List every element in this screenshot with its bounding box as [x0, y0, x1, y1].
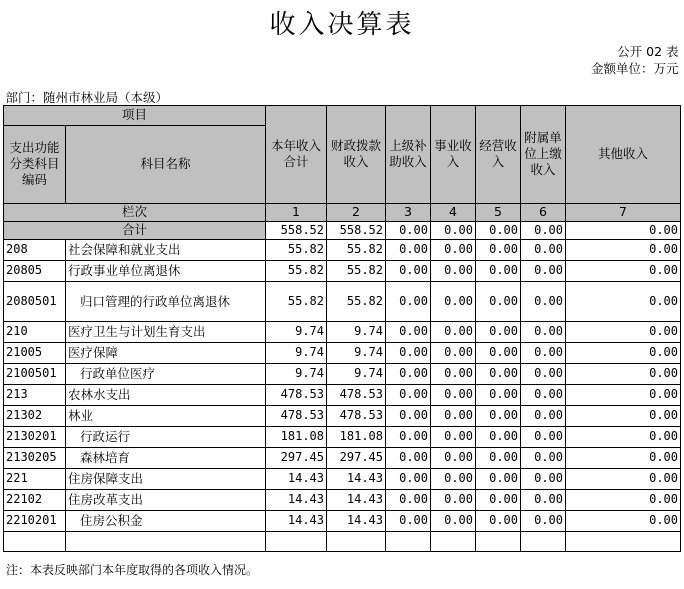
row-name: 住房改革支出: [66, 489, 266, 510]
row-c2: 14.43: [327, 510, 386, 531]
row-c6: 0.00: [521, 384, 566, 405]
row-code: 21005: [4, 342, 66, 363]
row-c6: 0.00: [521, 342, 566, 363]
row-c3: 0.00: [386, 510, 431, 531]
row-c5: 0.00: [476, 239, 521, 260]
row-name: 行政单位医疗: [66, 363, 266, 384]
row-c7: 0.00: [566, 447, 681, 468]
row-c1: 55.82: [266, 260, 327, 281]
row-c7: 0.00: [566, 405, 681, 426]
row-c2: 14.43: [327, 468, 386, 489]
row-c4: 0.00: [431, 363, 476, 384]
header-name: 科目名称: [66, 125, 266, 203]
row-c2: 297.45: [327, 447, 386, 468]
meta-row-2: [4, 61, 681, 105]
row-name: 社会保障和就业支出: [66, 239, 266, 260]
row-code: 213: [4, 384, 66, 405]
row-c7: 0.00: [566, 281, 681, 321]
income-table: [3, 41, 681, 552]
total-c2: 558.52: [327, 221, 386, 239]
row-c3: 0.00: [386, 447, 431, 468]
row-c3: 0.00: [386, 468, 431, 489]
row-c6: 0.00: [521, 281, 566, 321]
row-name: 林业: [66, 405, 266, 426]
total-c5: 0.00: [476, 221, 521, 239]
table-row: [4, 384, 681, 405]
total-c3: 0.00: [386, 221, 431, 239]
form-number: 公开 02 表: [617, 43, 679, 59]
row-c5: 0.00: [476, 426, 521, 447]
row-c6: 0.00: [521, 405, 566, 426]
row-c2: 478.53: [327, 384, 386, 405]
row-c5: 0.00: [476, 260, 521, 281]
row-c5: 0.00: [476, 321, 521, 342]
row-code: 2130201: [4, 426, 66, 447]
row-c6: 0.00: [521, 510, 566, 531]
row-name: 住房保障支出: [66, 468, 266, 489]
row-code: 2210201: [4, 510, 66, 531]
table-row: [4, 426, 681, 447]
total-row: [4, 221, 681, 239]
row-c5: 0.00: [476, 342, 521, 363]
row-name: 归口管理的行政单位离退休: [66, 281, 266, 321]
total-c1: 558.52: [266, 221, 327, 239]
row-c4: 0.00: [431, 281, 476, 321]
row-c3: 0.00: [386, 489, 431, 510]
header-c1: 本年收入合计: [266, 105, 327, 203]
row-code: 20805: [4, 260, 66, 281]
row-c6: 0.00: [521, 426, 566, 447]
row-c7: 0.00: [566, 239, 681, 260]
row-c2: 9.74: [327, 342, 386, 363]
table-row: [4, 510, 681, 531]
row-c7: 0.00: [566, 384, 681, 405]
table-row: [4, 489, 681, 510]
row-c7: 0.00: [566, 426, 681, 447]
row-c1: 478.53: [266, 384, 327, 405]
row-c3: 0.00: [386, 363, 431, 384]
row-c1: 9.74: [266, 363, 327, 384]
row-c3: 0.00: [386, 342, 431, 363]
row-c5: 0.00: [476, 489, 521, 510]
row-name: 行政事业单位离退休: [66, 260, 266, 281]
row-c5: 0.00: [476, 405, 521, 426]
row-code: 2080501: [4, 281, 66, 321]
header-c2: 财政拨款收入: [327, 105, 386, 203]
row-c2: 14.43: [327, 489, 386, 510]
total-c4: 0.00: [431, 221, 476, 239]
row-c2: 181.08: [327, 426, 386, 447]
row-c1: 181.08: [266, 426, 327, 447]
seq-row: [4, 203, 681, 221]
header-c3: 上级补助收入: [386, 105, 431, 203]
row-c5: 0.00: [476, 384, 521, 405]
row-c1: 478.53: [266, 405, 327, 426]
row-name: 行政运行: [66, 426, 266, 447]
header-row-1: [4, 105, 681, 125]
seq-3: 3: [386, 203, 431, 221]
footnote: 注：本表反映部门本年度取得的各项收入情况。: [6, 563, 259, 577]
row-c3: 0.00: [386, 405, 431, 426]
row-c1: 55.82: [266, 239, 327, 260]
unit-label: 金额单位：万元: [590, 61, 679, 76]
row-code: 2100501: [4, 363, 66, 384]
meta-row-1: [4, 41, 681, 61]
row-c3: 0.00: [386, 239, 431, 260]
report-title: 收入决算表: [269, 10, 415, 40]
row-code: 208: [4, 239, 66, 260]
row-c1: 14.43: [266, 489, 327, 510]
row-c1: 14.43: [266, 510, 327, 531]
row-c7: 0.00: [566, 321, 681, 342]
row-name: 森林培育: [66, 447, 266, 468]
row-c3: 0.00: [386, 281, 431, 321]
row-c1: 9.74: [266, 342, 327, 363]
table-row: [4, 281, 681, 321]
seq-label: 栏次: [4, 203, 266, 221]
row-c6: 0.00: [521, 489, 566, 510]
seq-2: 2: [327, 203, 386, 221]
header-c5: 经营收入: [476, 105, 521, 203]
table-row: [4, 468, 681, 489]
table-row: [4, 342, 681, 363]
seq-4: 4: [431, 203, 476, 221]
empty-row: [4, 531, 681, 551]
row-c6: 0.00: [521, 468, 566, 489]
row-name: 住房公积金: [66, 510, 266, 531]
row-c2: 55.82: [327, 281, 386, 321]
row-c4: 0.00: [431, 510, 476, 531]
total-label: 合计: [4, 221, 266, 239]
table-row: [4, 405, 681, 426]
row-c5: 0.00: [476, 447, 521, 468]
table-row: [4, 363, 681, 384]
row-c2: 9.74: [327, 321, 386, 342]
row-code: 210: [4, 321, 66, 342]
row-c4: 0.00: [431, 405, 476, 426]
row-c5: 0.00: [476, 468, 521, 489]
row-c4: 0.00: [431, 384, 476, 405]
row-c6: 0.00: [521, 363, 566, 384]
row-c2: 478.53: [327, 405, 386, 426]
row-c6: 0.00: [521, 239, 566, 260]
row-c7: 0.00: [566, 342, 681, 363]
row-code: 21302: [4, 405, 66, 426]
row-c4: 0.00: [431, 260, 476, 281]
row-c3: 0.00: [386, 384, 431, 405]
row-c4: 0.00: [431, 489, 476, 510]
header-code: 支出功能分类科目编码: [4, 125, 66, 203]
table-row: [4, 321, 681, 342]
row-c6: 0.00: [521, 447, 566, 468]
seq-5: 5: [476, 203, 521, 221]
row-c7: 0.00: [566, 260, 681, 281]
row-c5: 0.00: [476, 363, 521, 384]
row-c3: 0.00: [386, 260, 431, 281]
row-c1: 9.74: [266, 321, 327, 342]
row-c6: 0.00: [521, 321, 566, 342]
row-code: 22102: [4, 489, 66, 510]
row-c7: 0.00: [566, 489, 681, 510]
seq-6: 6: [521, 203, 566, 221]
header-item: 项目: [4, 105, 266, 125]
row-name: 医疗卫生与计划生育支出: [66, 321, 266, 342]
income-table-sheet: [3, 41, 681, 552]
row-c4: 0.00: [431, 468, 476, 489]
row-code: 221: [4, 468, 66, 489]
row-c4: 0.00: [431, 447, 476, 468]
row-code: 2130205: [4, 447, 66, 468]
total-c6: 0.00: [521, 221, 566, 239]
table-row: [4, 239, 681, 260]
total-c7: 0.00: [566, 221, 681, 239]
row-c2: 9.74: [327, 363, 386, 384]
row-c3: 0.00: [386, 321, 431, 342]
seq-1: 1: [266, 203, 327, 221]
row-c4: 0.00: [431, 342, 476, 363]
table-row: [4, 447, 681, 468]
row-c5: 0.00: [476, 281, 521, 321]
row-c4: 0.00: [431, 239, 476, 260]
header-c6: 附属单位上缴收入: [521, 105, 566, 203]
row-c4: 0.00: [431, 426, 476, 447]
row-c2: 55.82: [327, 239, 386, 260]
row-c7: 0.00: [566, 468, 681, 489]
seq-7: 7: [566, 203, 681, 221]
row-c2: 55.82: [327, 260, 386, 281]
row-c3: 0.00: [386, 426, 431, 447]
department-label: 部门：随州市林业局（本级）: [5, 89, 169, 105]
row-c7: 0.00: [566, 510, 681, 531]
table-row: [4, 260, 681, 281]
row-c1: 297.45: [266, 447, 327, 468]
row-c6: 0.00: [521, 260, 566, 281]
row-name: 医疗保障: [66, 342, 266, 363]
row-c4: 0.00: [431, 321, 476, 342]
row-c1: 55.82: [266, 281, 327, 321]
row-name: 农林水支出: [66, 384, 266, 405]
row-c1: 14.43: [266, 468, 327, 489]
header-c4: 事业收入: [431, 105, 476, 203]
header-c7: 其他收入: [566, 105, 681, 203]
row-c7: 0.00: [566, 363, 681, 384]
row-c5: 0.00: [476, 510, 521, 531]
